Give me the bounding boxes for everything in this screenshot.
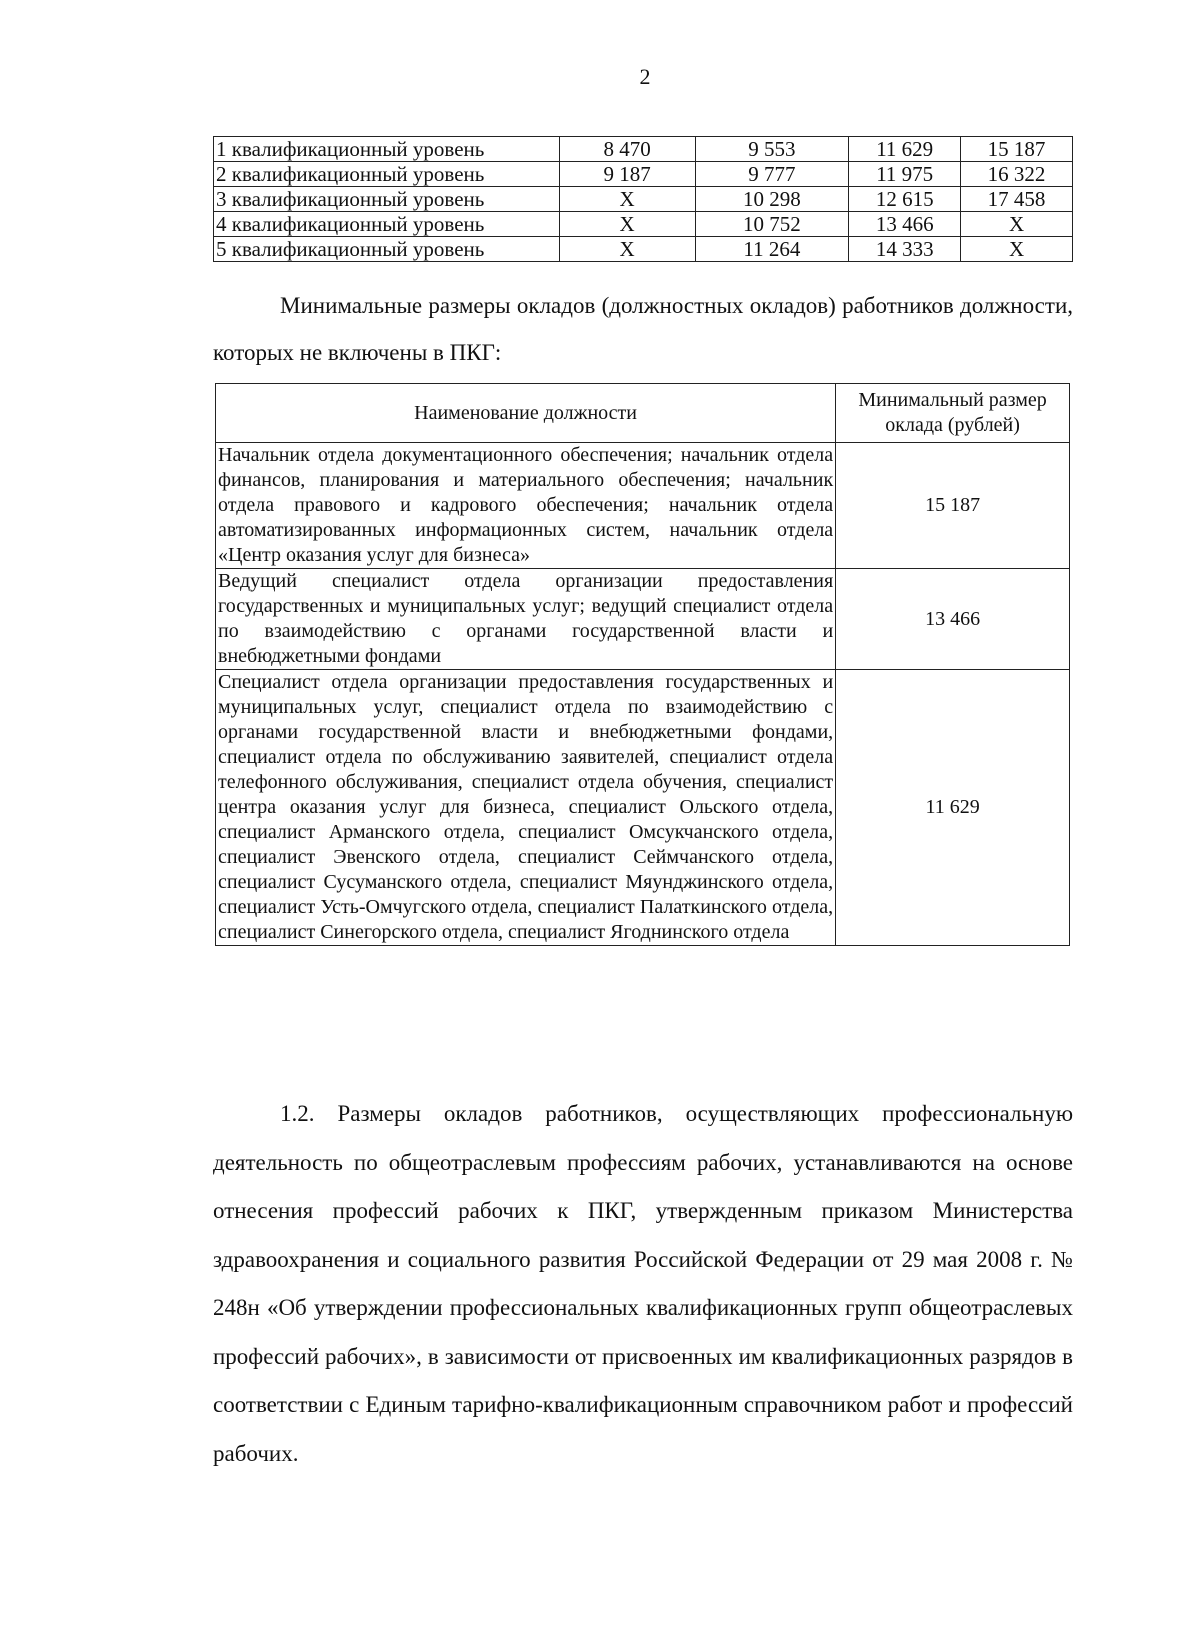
level-value: 9 553: [695, 137, 849, 162]
position-row: [216, 670, 1070, 946]
level-row: [214, 237, 1073, 262]
level-label: 5 квалификационный уровень: [214, 237, 560, 262]
qualification-levels-table: [213, 136, 1073, 262]
level-value: X: [559, 212, 695, 237]
level-value: 12 615: [849, 187, 961, 212]
level-label: 2 квалификационный уровень: [214, 162, 560, 187]
position-name: Специалист отдела организации предоставления государственных и муниципальных услуг, специалист отдела по взаимодействию с органами государственной власти и внебюджетными фондами, специалист отдела по обслуживанию заявителей, специалист отдела телефонного обслуживания, специалист отдела обучения, специалист центра оказания услуг для бизнеса, специалист Ольского отдела, специалист Арманского отдела, специалист Омсукчанского отдела, специалист Эвенского отдела, специалист Сеймчанского отдела, специалист Сусуманского отдела, специалист Мяунджинского отдела, специалист Усть-Омчугского отдела, специалист Палаткинского отдела, специалист Синегорского отдела, специалист Ягоднинского отдела: [216, 670, 836, 946]
level-row: [214, 187, 1073, 212]
position-salary: 11 629: [836, 670, 1070, 946]
level-value: 8 470: [559, 137, 695, 162]
level-value: 14 333: [849, 237, 961, 262]
position-name: Ведущий специалист отдела организации предоставления государственных и муниципальных услуг; ведущий специалист отдела по взаимодействию с органами государственной власти и внебюджетными фондами: [216, 569, 836, 670]
position-row: [216, 443, 1070, 569]
level-value: 9 187: [559, 162, 695, 187]
level-value: 9 777: [695, 162, 849, 187]
level-value: 13 466: [849, 212, 961, 237]
level-value: 10 752: [695, 212, 849, 237]
level-value: 15 187: [961, 137, 1073, 162]
level-value: 11 264: [695, 237, 849, 262]
level-label: 4 квалификационный уровень: [214, 212, 560, 237]
level-value: 11 975: [849, 162, 961, 187]
level-row: [214, 137, 1073, 162]
level-value: 11 629: [849, 137, 961, 162]
closing-paragraph: 1.2. Размеры окладов работников, осуществляющих профессиональную деятельность по общеотраслевым профессиям рабочих, устанавливаются на основе отнесения профессий рабочих к ПКГ, утвержденным приказом Министерства здравоохранения и социального развития Российской Федерации от 29 мая 2008 г. № 248н «Об утверждении профессиональных квалификационных групп общеотраслевых профессий рабочих», в зависимости от присвоенных им квалификационных разрядов в соответствии с Единым тарифно-квалификационным справочником работ и профессий рабочих.: [213, 1101, 1073, 1466]
position-row: [216, 569, 1070, 670]
positions-table: [215, 383, 1070, 946]
level-value: 16 322: [961, 162, 1073, 187]
level-value: X: [559, 237, 695, 262]
positions-header-row: [216, 384, 1070, 443]
level-value: X: [961, 212, 1073, 237]
position-name: Начальник отдела документационного обеспечения; начальник отдела финансов, планирования и материального обеспечения; начальник отдела правового и кадрового обеспечения; начальник отдела автоматизированных информационных систем, начальник отдела «Центр оказания услуг для бизнеса»: [216, 443, 836, 569]
level-value: X: [961, 237, 1073, 262]
page-number: 2: [639, 64, 651, 89]
intro-paragraph: Минимальные размеры окладов (должностных окладов) работников должности, которых не включены в ПКГ:: [213, 293, 1073, 365]
level-label: 1 квалификационный уровень: [214, 137, 560, 162]
position-salary: 15 187: [836, 443, 1070, 569]
level-row: [214, 162, 1073, 187]
level-row: [214, 212, 1073, 237]
salary-header: Минимальный размер оклада (рублей): [836, 384, 1070, 443]
level-label: 3 квалификационный уровень: [214, 187, 560, 212]
position-name-header: Наименование должности: [216, 384, 836, 443]
level-value: 17 458: [961, 187, 1073, 212]
level-value: 10 298: [695, 187, 849, 212]
level-value: X: [559, 187, 695, 212]
position-salary: 13 466: [836, 569, 1070, 670]
